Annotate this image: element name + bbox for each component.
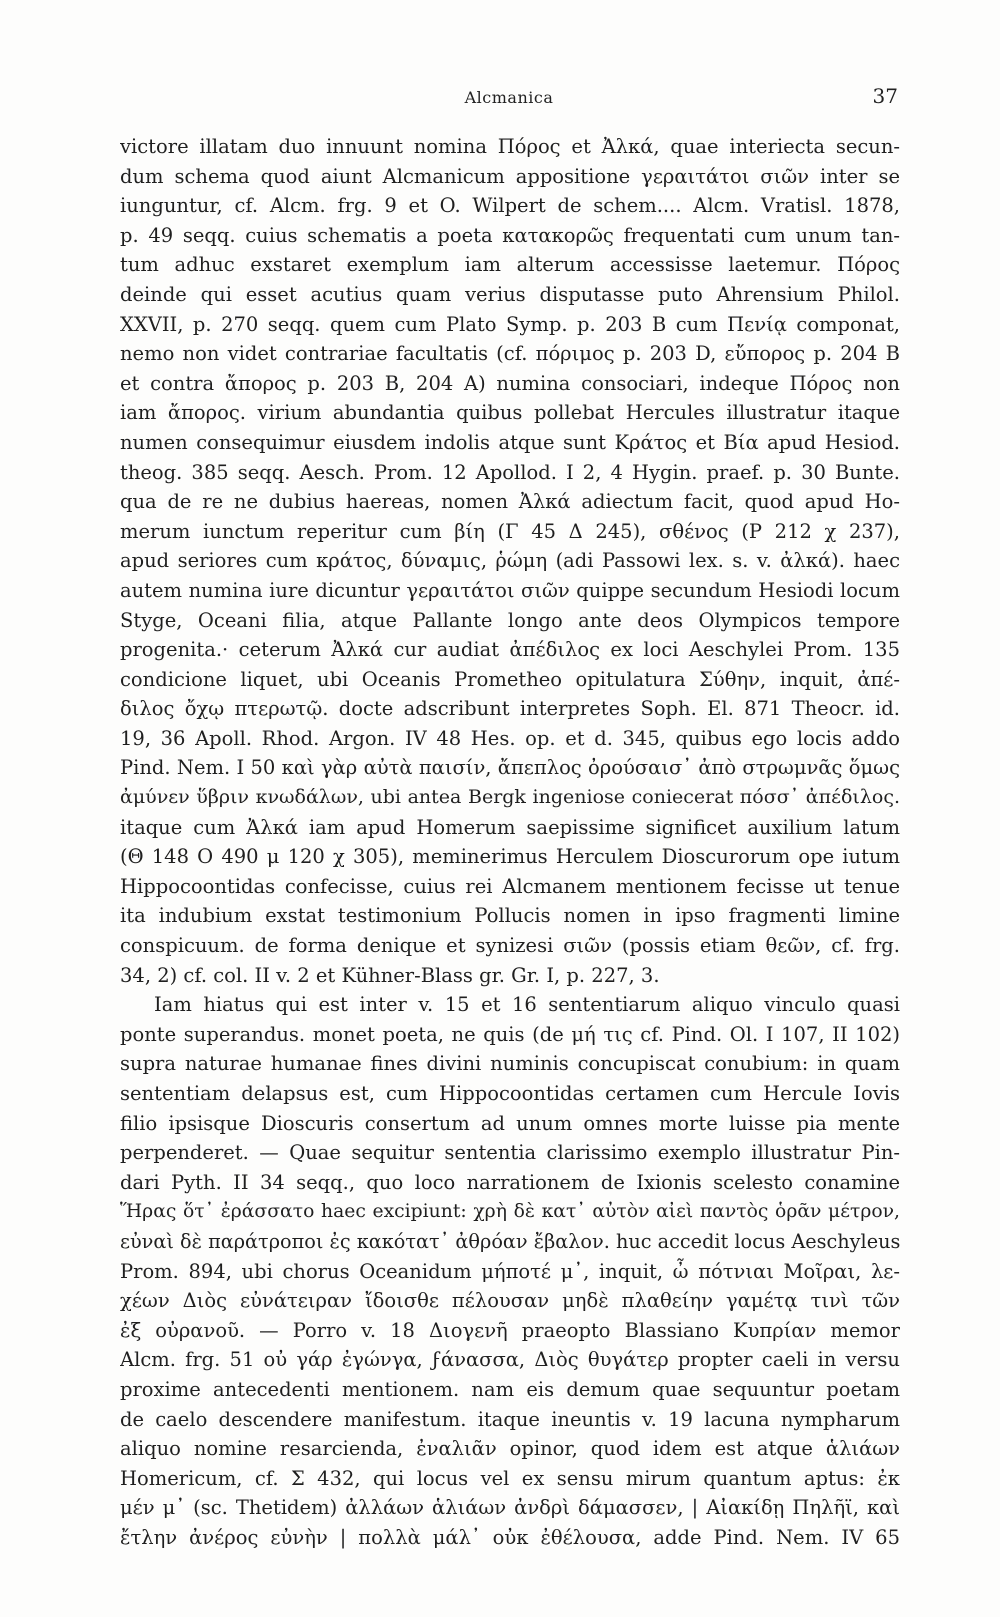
text-line: de caelo descendere manifestum. itaque ineuntis v. 19 lacuna nympharum xyxy=(120,1407,900,1431)
text-line: tum adhuc exstaret exemplum iam alterum accessisse laetemur. Πόρος xyxy=(120,253,900,277)
text-line: ἐξ οὐρανοῦ. — Porro v. 18 Διογενῆ praeopto Blassiano Κυπρίαν memor xyxy=(120,1318,900,1342)
text-line: aliquo nomine resarcienda, ἐναλιᾶν opinor, quod idem est atque ἁλιάων xyxy=(120,1437,900,1461)
text-line: deinde qui esset acutius quam verius disputasse puto Ahrensium Philol. xyxy=(120,282,900,306)
text-line: Pind. Nem. I 50 καὶ γὰρ αὐτὰ παισίν, ἄπεπλος ὀρούσαισ᾽ ἀπὸ στρωμνᾶς ὅμως xyxy=(120,756,900,780)
text-line: 34, 2) cf. col. II v. 2 et Kühner-Blass gr. Gr. I, p. 227, 3. xyxy=(120,963,660,987)
text-line: ἔτλην ἀνέρος εὐνὴν | πολλὰ μάλ᾽ οὐκ ἐθέλουσα, adde Pind. Nem. IV 65 xyxy=(120,1525,900,1549)
text-line: supra naturae humanae fines divini numinis concupiscat conubium: in quam xyxy=(120,1052,900,1076)
text-line: nemo non videt contrariae facultatis (cf. πόριμος p. 203 D, εὔπορος p. 204 B xyxy=(120,342,900,366)
text-line: progenita.· ceterum Ἀλκά cur audiat ἀπέδιλος ex loci Aeschylei Prom. 135 xyxy=(120,638,900,662)
text-line: ponte superandus. monet poeta, ne quis (de μή τις cf. Pind. Ol. I 107, II 102) xyxy=(120,1022,900,1046)
text-line: Homericum, cf. Σ 432, qui locus vel ex sensu mirum quantum aptus: ἐκ xyxy=(120,1466,900,1490)
text-line: conspicuum. de forma denique et synizesi σιῶν (possis etiam θεῶν, cf. frg. xyxy=(120,934,900,958)
body-text xyxy=(120,132,900,1553)
text-line: Styge, Oceani filia, atque Pallante longo ante deos Olympicos tempore xyxy=(120,608,900,632)
running-head xyxy=(120,84,898,114)
text-line: Ἥρας ὅτ᾽ ἐράσσατο haec excipiunt: χρὴ δὲ κατ᾽ αὐτὸν αἰεὶ παντὸς ὁρᾶν μέτρον, xyxy=(120,1201,900,1223)
text-line: numen consequimur eiusdem indolis atque sunt Κράτος et Βία apud Hesiod. xyxy=(120,430,900,454)
text-line: (Θ 148 Ο 490 μ 120 χ 305), meminerimus Herculem Dioscurorum ope iutum xyxy=(120,845,900,869)
text-line: filio ipsisque Dioscuris consertum ad unum omnes morte luisse pia mente xyxy=(120,1111,900,1135)
text-line: Alcm. frg. 51 οὐ γάρ ἐγώνγα, ϝάνασσα, Διὸς θυγάτερ propter caeli in versu xyxy=(120,1348,900,1372)
text-line: Hippocoontidas confecisse, cuius rei Alcmanem mentionem fecisse ut tenue xyxy=(120,874,900,898)
text-line: p. 49 seqq. cuius schematis a poeta κατακορῶς frequentati cum unum tan- xyxy=(120,223,900,247)
text-line: dum schema quod aiunt Alcmanicum appositione γεραιτάτοι σιῶν inter se xyxy=(120,164,900,188)
text-line: ita indubium exstat testimonium Pollucis nomen in ipso fragmenti limine xyxy=(120,904,900,928)
text-line: χέων Διὸς εὐνάτειραν ἴδοισθε πέλουσαν μηδὲ πλαθείην γαμέτᾳ τινὶ τῶν xyxy=(120,1289,900,1313)
text-line: εὐναὶ δὲ παράτροποι ἐς κακότατ᾽ ἀθρόαν ἔβαλον. huc accedit locus Aeschyleus xyxy=(120,1229,900,1253)
text-line: διλος ὄχῳ πτερωτῷ. docte adscribunt interpretes Soph. El. 871 Theocr. id. xyxy=(120,697,900,721)
text-line: dari Pyth. II 34 seqq., quo loco narrationem de Ixionis scelesto conamine xyxy=(120,1170,900,1194)
text-line: ἀμύνεν ὕβριν κνωδάλων, ubi antea Bergk ingeniose coniecerat πόσσ᾽ ἀπέδιλος. xyxy=(120,786,900,809)
text-line: et contra ἄπορος p. 203 B, 204 A) numina consociari, indeque Πόρος non xyxy=(120,371,900,395)
page-number: 37 xyxy=(872,84,898,108)
text-line: autem numina iure dicuntur γεραιτάτοι σιῶν quippe secundum Hesiodi locum xyxy=(120,578,900,602)
text-line: apud seriores cum κράτος, δύναμις, ῥώμη (adi Passowi lex. s. v. ἀλκά). haec xyxy=(120,549,900,573)
text-line: iunguntur, cf. Alcm. frg. 9 et O. Wilpert de schem.... Alcm. Vratisl. 1878, xyxy=(120,194,900,218)
text-line: μέν μ᾽ (sc. Thetidem) ἀλλάων ἁλιάων ἀνδρὶ δάμασσεν, | Αἰακίδῃ Πηλῆϊ, καὶ xyxy=(120,1496,900,1520)
text-line: sententiam delapsus est, cum Hippocoontidas certamen cum Hercule Iovis xyxy=(120,1082,900,1105)
text-line: XXVII, p. 270 seqq. quem cum Plato Symp. p. 203 B cum Πενίᾳ componat, xyxy=(120,312,900,336)
text-line: Iam hiatus qui est inter v. 15 et 16 sententiarum aliquo vinculo quasi xyxy=(154,993,900,1017)
text-line: qua de re ne dubius haereas, nomen Ἀλκά adiectum facit, quod apud Ho- xyxy=(120,490,900,514)
text-line: itaque cum Ἀλκά iam apud Homerum saepissime significet auxilium latum xyxy=(120,815,900,839)
text-line: theog. 385 seqq. Aesch. Prom. 12 Apollod. I 2, 4 Hygin. praef. p. 30 Bunte. xyxy=(120,460,900,484)
text-line: merum iunctum reperitur cum βίη (Γ 45 Δ 245), σθένος (P 212 χ 237), xyxy=(120,519,900,543)
text-line: condicione liquet, ubi Oceanis Prometheo opitulatura Σύθην, inquit, ἀπέ- xyxy=(120,667,900,691)
text-line: 19, 36 Apoll. Rhod. Argon. IV 48 Hes. op. et d. 345, quibus ego locis addo xyxy=(120,726,900,750)
text-line: Prom. 894, ubi chorus Oceanidum μήποτέ μ᾽, inquit, ὦ πότνιαι Μοῖραι, λε- xyxy=(120,1259,900,1283)
text-line: perpenderet. — Quae sequitur sententia clarissimo exemplo illustratur Pin- xyxy=(120,1141,900,1165)
text-line: iam ἄπορος. virium abundantia quibus pollebat Hercules illustratur itaque xyxy=(120,401,900,425)
running-title: Alcmanica xyxy=(464,88,554,107)
text-line: victore illatam duo innuunt nomina Πόρος et Ἀλκά, quae interiecta secun- xyxy=(120,135,900,158)
text-line: proxime antecedenti mentionem. nam eis demum quae sequuntur poetam xyxy=(120,1377,900,1401)
